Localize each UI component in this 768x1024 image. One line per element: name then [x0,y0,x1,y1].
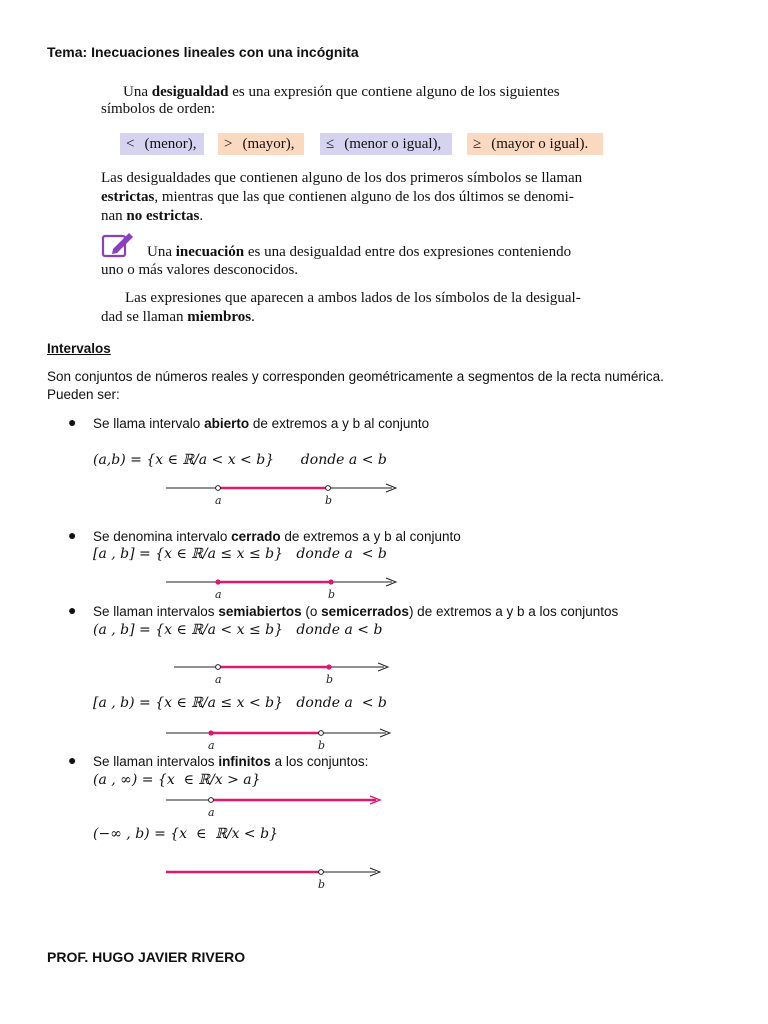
open-endpoint-a [216,486,221,491]
text-span: . [199,208,204,224]
closed-endpoint-b [326,664,331,669]
closed-endpoint-b [328,579,333,584]
intro-paragraph-3 [147,244,571,261]
label-b: b [328,588,336,601]
text-span: es una desigualdad entre dos expresiones conteniendo [244,244,572,260]
infinite-interval-formula-1: (a , ∞) = {x ∈ ℝ/x > a} [93,772,261,788]
text-span: Se llaman intervalos [93,604,219,619]
text-span: de extremos a y b al conjunto [249,416,430,431]
text-span: a los conjuntos: [270,754,369,769]
open-endpoint-a [216,665,221,670]
section-heading-intervalos: Intervalos [47,341,111,356]
open-interval-text [93,416,429,431]
open-endpoint-b [319,731,324,736]
text-span: dad se llaman [101,309,188,325]
intervals-description-line1: Son conjuntos de números reales y corresponden geométricamente a segmentos de la recta numérica. [47,369,664,384]
intro-paragraph-2-line3 [101,208,203,225]
footer-author: PROF. HUGO JAVIER RIVERO [47,949,246,965]
infinite-interval-number-line-1 [160,790,390,820]
symbol-label: (menor), [144,136,197,152]
label-b: b [318,878,326,891]
open-endpoint-a [209,798,214,803]
semi-interval-formula-1: (a , b] = {x ∈ ℝ/a < x ≤ b} donde a < b [93,622,383,638]
open-interval-number-line [160,478,405,508]
infinite-interval-formula-2: (−∞ , b) = {x ∈ ℝ/x < b} [93,826,278,842]
symbol-label: (mayor o igual). [491,136,589,152]
semi-interval-text [93,604,618,619]
symbol-glyph: > [224,136,233,152]
term-abierto: abierto [204,416,250,431]
symbol-box-mayor [218,133,304,155]
text-span: ) de extremos a y b a los conjuntos [408,604,619,619]
label-b: b [325,494,333,507]
infinite-interval-number-line-2 [160,862,390,892]
closed-interval-text [93,529,461,544]
symbol-label: (mayor), [242,136,295,152]
text-span: Una [123,84,152,100]
text-span: nan [101,208,127,224]
infinite-interval-text [93,754,368,769]
intro-paragraph-4-line1: Las expresiones que aparecen a ambos lados de los símbolos de la desigual- [125,290,581,306]
symbol-box-mayor-igual [467,133,603,155]
bullet-dot: ● [68,752,77,768]
intro-paragraph-2-line1: Las desigualdades que contienen alguno de los dos primeros símbolos se llaman [101,170,583,186]
intervals-description-line2: Pueden ser: [47,387,120,402]
label-a: a [208,739,215,752]
term-semiabiertos: semiabiertos [218,604,302,619]
text-span: Se llaman intervalos [93,754,219,769]
note-pencil-icon [101,231,135,259]
term-semicerrados: semicerrados [321,604,409,619]
label-a: a [208,806,215,819]
text-span: Se llama intervalo [93,416,205,431]
bullet-dot: ● [68,527,77,543]
term-no-estrictas: no estrictas [126,208,200,224]
text-span: Se denomina intervalo [93,529,232,544]
symbol-glyph: < [126,136,135,152]
term-cerrado: cerrado [231,529,281,544]
closed-endpoint-a [215,579,220,584]
label-a: a [215,588,222,601]
closed-endpoint-a [208,730,213,735]
term-inecuacion: inecuación [175,244,245,260]
text-span: (o [301,604,322,619]
intro-paragraph-3-line2: uno o más valores desconocidos. [101,262,299,278]
text-span: es una expresión que contiene alguno de los siguientes [228,84,560,100]
term-estrictas: estrictas [101,189,155,205]
symbol-box-menor [120,133,204,155]
semi-interval-formula-2: [a , b) = {x ∈ ℝ/a ≤ x < b} donde a < b [93,695,387,711]
intro-paragraph-1 [123,83,560,101]
symbol-box-menor-igual [320,133,452,155]
text-span: Una [147,244,176,260]
term-miembros: miembros [187,309,252,325]
term-desigualdad: desigualdad [151,84,229,100]
closed-interval-formula: [a , b] = {x ∈ ℝ/a ≤ x ≤ b} donde a < b [93,546,387,562]
open-endpoint-b [326,486,331,491]
text-span: de extremos a y b al conjunto [280,529,461,544]
label-a: a [215,494,222,507]
text-span: , mientras que las que contienen alguno de los dos últimos se denomi- [154,189,574,205]
closed-interval-number-line [160,572,405,602]
intro-paragraph-4-line2 [101,309,255,326]
text-span: . [251,309,255,325]
intro-paragraph-2-line2 [101,189,574,206]
bullet-dot: ● [68,414,77,430]
term-infinitos: infinitos [218,754,271,769]
symbol-glyph: ≤ [326,136,335,152]
open-interval-formula: (a,b) = {x ∈ ℝ/a < x < b} donde a < b [93,452,387,468]
symbol-label: (menor o igual), [344,136,442,152]
symbol-glyph: ≥ [473,136,482,152]
page-title: Tema: Inecuaciones lineales con una incógnita [47,44,359,60]
bullet-dot: ● [68,602,77,618]
open-endpoint-b [319,870,324,875]
label-a: a [215,673,222,686]
label-b: b [318,739,326,752]
label-b: b [326,673,334,686]
semi-interval-number-line-2 [160,723,400,753]
intro-paragraph-1-line2: símbolos de orden: [101,101,216,117]
semi-interval-number-line-1 [168,657,398,687]
